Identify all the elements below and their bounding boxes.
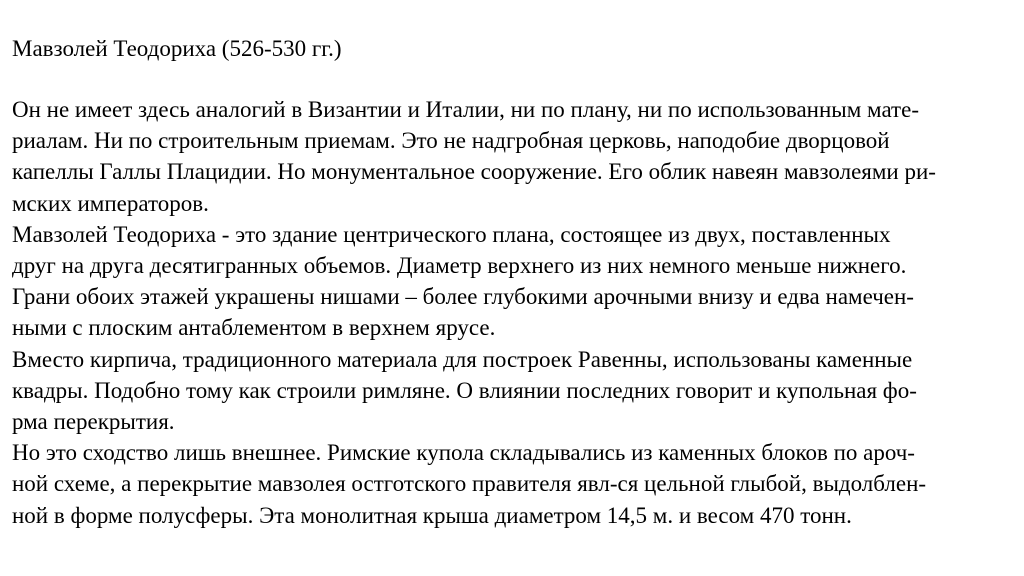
text-line: ной схеме, а перекрытие мавзолея остготского правителя явл-ся цельной глыбой, выдолблен-: [12, 471, 927, 497]
text-line: Грани обоих этажей украшены нишами – более глубокими арочными внизу и едва намечен-: [12, 284, 914, 310]
text-line: капеллы Галлы Плацидии. Но монументальное сооружение. Его облик навеян мавзолеями ри-: [12, 159, 936, 185]
text-line: ными с плоским антаблементом в верхнем ярусе.: [12, 315, 496, 341]
text-line: ной в форме полусферы. Эта монолитная крыша диаметром 14,5 м. и весом 470 тонн.: [12, 502, 852, 528]
slide-title: Мавзолей Теодориха (526-530 гг.): [12, 36, 342, 61]
text-line: Мавзолей Теодориха - это здание центрического плана, состоящее из двух, поставленных: [12, 221, 891, 247]
text-line: друг на друга десятигранных объемов. Диаметр верхнего из них немного меньше нижнего.: [12, 253, 907, 279]
text-line: рма перекрытия.: [12, 409, 175, 435]
text-line: Он не имеет здесь аналогий в Византии и Италии, ни по плану, ни по использованным мате-: [12, 97, 919, 122]
text-line: риалам. Ни по строительным приемам. Это не надгробная церковь, наподобие дворцовой: [12, 128, 890, 154]
text-line: квадры. Подобно тому как строили римляне. О влиянии последних говорит и купольная фо-: [12, 377, 917, 403]
text-line: Вместо кирпича, традиционного материала для построек Равенны, использованы каменные: [12, 346, 913, 372]
text-line: мских императоров.: [12, 190, 209, 216]
body-text: [12, 94, 1022, 531]
text-line: Но это сходство лишь внешнее. Римские купола складывались из каменных блоков по aроч-: [12, 440, 915, 466]
